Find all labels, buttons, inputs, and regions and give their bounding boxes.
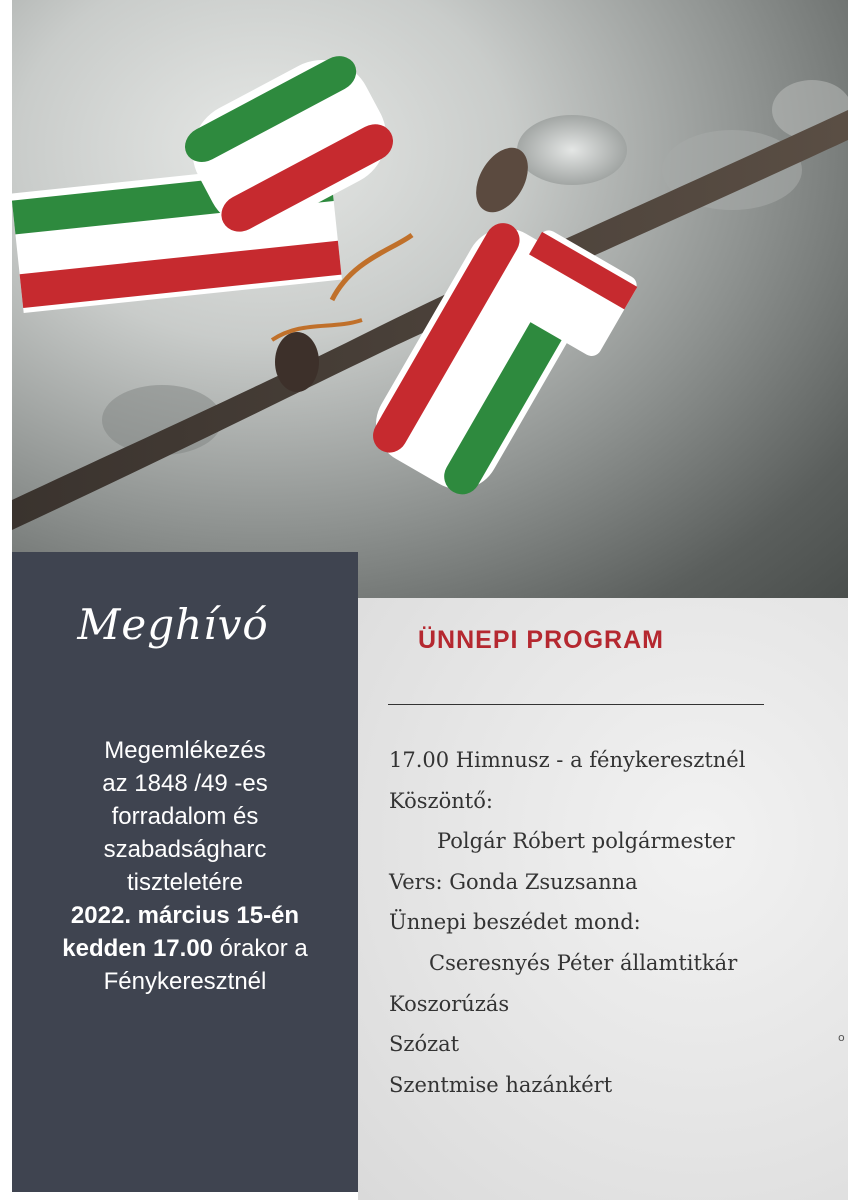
program-item: Polgár Róbert polgármester: [437, 829, 735, 854]
invitation-line: Megemlékezés: [104, 737, 266, 764]
program-item: Vers: Gonda Zsuzsanna: [389, 869, 638, 894]
edge-text: o: [838, 1031, 845, 1044]
ribbon-bow-icon: [12, 0, 848, 598]
program-heading: ÜNNEPI PROGRAM: [418, 626, 664, 654]
program-item: 17.00 Himnusz - a fénykeresztnél: [389, 748, 746, 772]
hero-photo: [12, 0, 848, 598]
program-item: Koszorúzás: [389, 991, 510, 1016]
invitation-line: szabadságharc: [103, 836, 267, 863]
invitation-text: [12, 734, 358, 998]
program-item: Ünnepi beszédet mond:: [389, 910, 641, 935]
program-item: Köszöntő:: [389, 788, 493, 813]
invitation-time: kedden 17.00: [62, 935, 214, 962]
program-item: Szentmise hazánkért: [389, 1072, 613, 1097]
invitation-line: forradalom és: [111, 803, 259, 830]
program-list: [389, 740, 839, 1105]
invitation-line: órakor a: [213, 935, 308, 962]
divider: [388, 704, 764, 705]
program-item: Cseresnyés Péter államtitkár: [429, 950, 738, 975]
invitation-line: tiszteletére: [126, 869, 244, 896]
invitation-date: 2022. március 15-én: [70, 902, 300, 929]
invitation-line: az 1848 /49 -es: [102, 770, 268, 797]
invitation-title: Meghívó: [77, 600, 269, 649]
program-item: Szózat: [389, 1032, 460, 1057]
invitation-location: Fénykeresztnél: [103, 968, 267, 995]
